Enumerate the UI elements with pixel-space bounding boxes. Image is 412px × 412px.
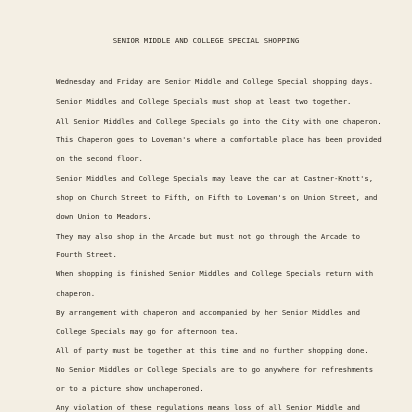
body-line: on the second floor. xyxy=(56,154,143,163)
body-line: All Senior Middles and College Specials go into the City with one chaperon. xyxy=(56,117,382,126)
body-line: When shopping is finished Senior Middles and College Specials return with xyxy=(56,269,374,278)
body-line: They may also shop in the Arcade but must not go through the Arcade to xyxy=(56,232,361,241)
body-line: down Union to Meadors. xyxy=(56,212,152,221)
body-line: shop on Church Street to Fifth, on Fifth to Loveman's on Union Street, and xyxy=(56,193,378,202)
body-line: Wednesday and Friday are Senior Middle and College Special shopping days. xyxy=(56,77,374,86)
body-line: Senior Middles and College Specials must shop at least two together. xyxy=(56,97,352,106)
body-line: Senior Middles and College Specials may leave the car at Castner-Knott's, xyxy=(56,174,374,183)
body-line: or to a picture show unchaperoned. xyxy=(56,384,204,393)
body-line: No Senior Middles or College Specials are to go anywhere for refreshments xyxy=(56,365,374,374)
body-line: By arrangement with chaperon and accompanied by her Senior Middles and xyxy=(56,308,361,317)
body-line: chaperon. xyxy=(56,289,96,298)
body-line: Any violation of these regulations means loss of all Senior Middle and xyxy=(56,403,361,412)
document-title: SENIOR MIDDLE AND COLLEGE SPECIAL SHOPPING xyxy=(112,36,300,45)
body-line: College Specials may go for afternoon tea. xyxy=(56,327,239,336)
body-line: This Chaperon goes to Loveman's where a comfortable place has been provided xyxy=(56,135,382,144)
body-line: All of party must be together at this time and no further shopping done. xyxy=(56,346,369,355)
body-line: Fourth Street. xyxy=(56,250,117,259)
